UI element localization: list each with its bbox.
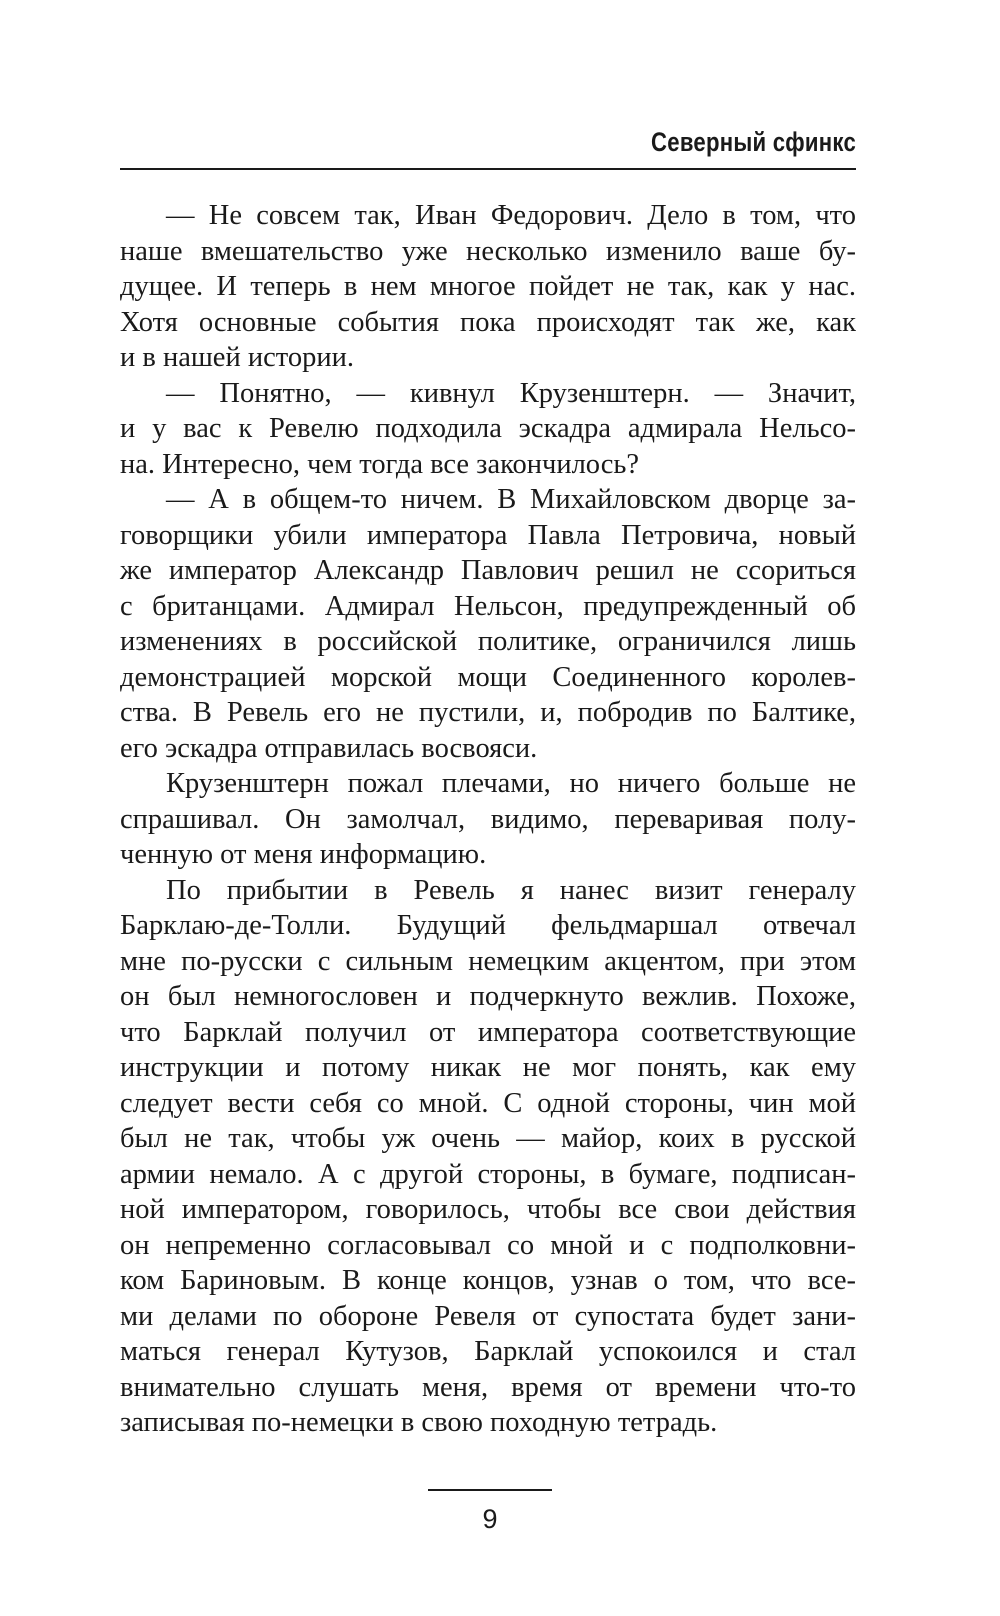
text-line: записывая по-немецки в свою походную тетрадь. xyxy=(120,1407,718,1438)
text-line: ченную от меня информацию. xyxy=(120,839,487,870)
text-line: — Не совсем так, Иван Федорович. Дело в том, что xyxy=(166,200,856,231)
text-line: он был немногословен и подчеркнуто вежлив. Похоже, xyxy=(120,981,856,1012)
body-text xyxy=(120,198,856,1441)
text-line: ства. В Ревель его не пустили, и, побродив по Балтике, xyxy=(120,697,856,728)
text-line: и в нашей истории. xyxy=(120,342,354,373)
text-line: — А в общем-то ничем. В Михайловском дворце за- xyxy=(166,484,856,515)
text-line: По прибытии в Ревель я нанес визит генералу xyxy=(166,874,856,906)
text-line: инструкции и потому никак не мог понять, как ему xyxy=(120,1052,856,1083)
text-line: дущее. И теперь в нем многое пойдет не так, как у нас. xyxy=(120,271,856,302)
text-line: на. Интересно, чем тогда все закончилось? xyxy=(120,448,640,480)
text-line: и у вас к Ревелю подходила эскадра адмирала Нельсо- xyxy=(120,413,856,444)
footer-rule xyxy=(428,1489,552,1491)
text-line: говорщики убили императора Павла Петровича, новый xyxy=(120,519,856,551)
text-line: внимательно слушать меня, время от времени что-то xyxy=(120,1371,856,1403)
text-line: следует вести себя со мной. С одной стороны, чин мой xyxy=(120,1087,856,1119)
running-head-title: Северный сфинкс xyxy=(651,127,856,157)
text-line: мне по-русски с сильным немецким акцентом, при этом xyxy=(120,945,856,977)
text-line: с британцами. Адмирал Нельсон, предупрежденный об xyxy=(120,590,856,622)
text-line: Барклаю-де-Толли. Будущий фельдмаршал отвечал xyxy=(120,910,856,941)
text-line: изменениях в российской политике, ограничился лишь xyxy=(120,626,856,657)
text-line: наше вмешательство уже несколько изменило ваше бу- xyxy=(120,235,856,267)
text-line: был не так, чтобы уж очень — майор, коих в русской xyxy=(120,1123,856,1154)
text-line: спрашивал. Он замолчал, видимо, переваривая полу- xyxy=(120,803,856,835)
text-line: ми делами по обороне Ревеля от супостата будет зани- xyxy=(120,1300,856,1332)
text-line: что Барклай получил от императора соответствующие xyxy=(120,1016,856,1048)
text-line: армии немало. А с другой стороны, в бумаге, подписан- xyxy=(120,1158,856,1190)
text-line: Крузенштерн пожал плечами, но ничего больше не xyxy=(166,768,856,799)
text-line: демонстрацией морской мощи Соединенного королев- xyxy=(120,661,856,693)
text-line: ной императором, говорилось, чтобы все свои действия xyxy=(120,1194,856,1225)
text-line: он непременно согласовывал со мной и с подполковни- xyxy=(120,1229,856,1261)
text-line: же император Александр Павлович решил не ссориться xyxy=(120,555,856,586)
text-line: маться генерал Кутузов, Барклай успокоился и стал xyxy=(120,1336,856,1367)
text-line: Хотя основные события пока происходят так же, как xyxy=(120,306,856,338)
page-number: 9 xyxy=(482,1504,498,1534)
text-line: — Понятно, — кивнул Крузенштерн. — Значит, xyxy=(166,377,856,409)
text-line: ком Бариновым. В конце концов, узнав о том, что все- xyxy=(120,1265,856,1296)
header-rule xyxy=(120,168,856,170)
text-line: его эскадра отправилась восвояси. xyxy=(120,732,538,764)
